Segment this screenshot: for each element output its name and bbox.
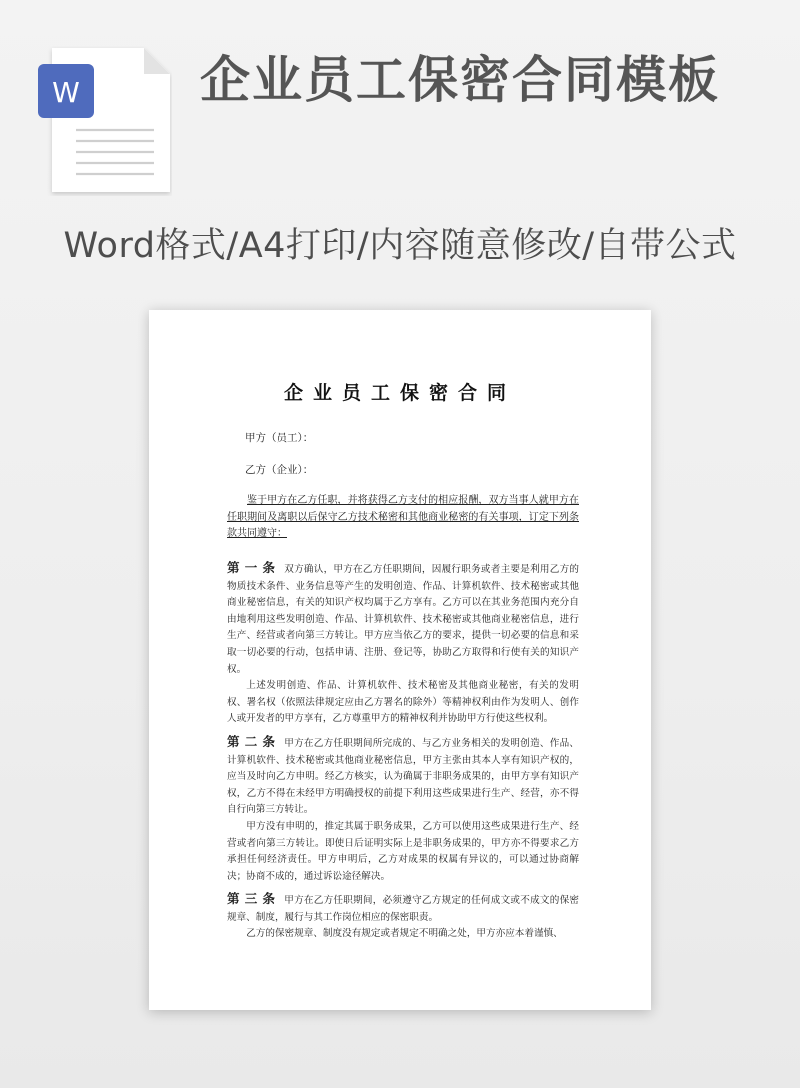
contract-body (227, 560, 579, 943)
article-2-label: 第二条 (227, 733, 281, 749)
document-page (149, 310, 651, 1010)
article-3-label: 第三条 (227, 891, 281, 907)
article-2-text-1: 甲方在乙方任职期间所完成的、与乙方业务相关的发明创造、作品、计算机软件、技术秘密或其他商业秘密信息，甲方主张由其本人享有知识产权的，应当及时向乙方申明。经乙方核实，认为确属于非职务成果的，由甲方享有知识产权，乙方不得在未经甲方明确授权的前提下利用这些成果进行生产、经营，亦不得自行向第三方转让。 (227, 737, 579, 816)
article-2-paragraph-1 (227, 734, 579, 819)
article-1-label: 第一条 (227, 560, 281, 575)
page-title: 企业员工保密合同模板 (200, 51, 720, 109)
party-b-line: 乙方（企业）： (245, 464, 314, 476)
title-block (200, 52, 780, 109)
page-subtitle: Word格式/A4打印/内容随意修改/自带公式 (63, 226, 737, 266)
article-1-paragraph-1 (227, 560, 579, 678)
article-3-text-1: 甲方在乙方任职期间，必须遵守乙方规定的任何成文或不成文的保密规章、制度，履行与其工作岗位相应的保密职责。 (227, 895, 579, 923)
document-title: 企业员工保密合同 (283, 382, 516, 404)
contract-preamble: 鉴于甲方在乙方任职，并将获得乙方支付的相应报酬，双方当事人就甲方在任职期间及离职以后保守乙方技术秘密和其他商业秘密的有关事项，订定下列条款共同遵守： (227, 495, 579, 539)
article-1-paragraph-2: 上述发明创造、作品、计算机软件、技术秘密及其他商业秘密，有关的发明权、署名权（依照法律规定应由乙方署名的除外）等精神权利由作为发明人、创作人或开发者的甲方享有，乙方尊重甲方的精神权利并协助甲方行使这些权利。 (227, 680, 579, 725)
word-letter: W (52, 76, 80, 109)
word-document-icon (36, 46, 172, 196)
article-2-paragraph-2: 甲方没有申明的，推定其属于职务成果，乙方可以使用这些成果进行生产、经营或者向第三方转让。即使日后证明实际上是非职务成果的，甲方亦不得要求乙方承担任何经济责任。甲方申明后，乙方对成果的权属有异议的，可以通过协商解决；协商不成的，通过诉讼途径解决。 (227, 820, 579, 882)
article-3-paragraph-2: 乙方的保密规章、制度没有规定或者规定不明确之处，甲方亦应本着谨慎、 (246, 928, 563, 940)
article-3-paragraph-1 (227, 891, 579, 926)
article-1-text-1: 双方确认，甲方在乙方任职期间，因履行职务或者主要是利用乙方的物质技术条件、业务信息等产生的发明创造、作品、计算机软件、技术秘密或其他商业秘密信息，有关的知识产权均属于乙方享有。乙方可以在其业务范围内充分自由地利用这些发明创造、作品、计算机软件、技术秘密或其他商业秘密信息，进行生产、经营或者向第三方转让。甲方应当依乙方的要求，提供一切必要的信息和采取一切必要的行动，包括申请、注册、登记等，协助乙方取得和行使有关的知识产权。 (227, 564, 579, 675)
party-a-line: 甲方（员工）： (245, 432, 314, 444)
